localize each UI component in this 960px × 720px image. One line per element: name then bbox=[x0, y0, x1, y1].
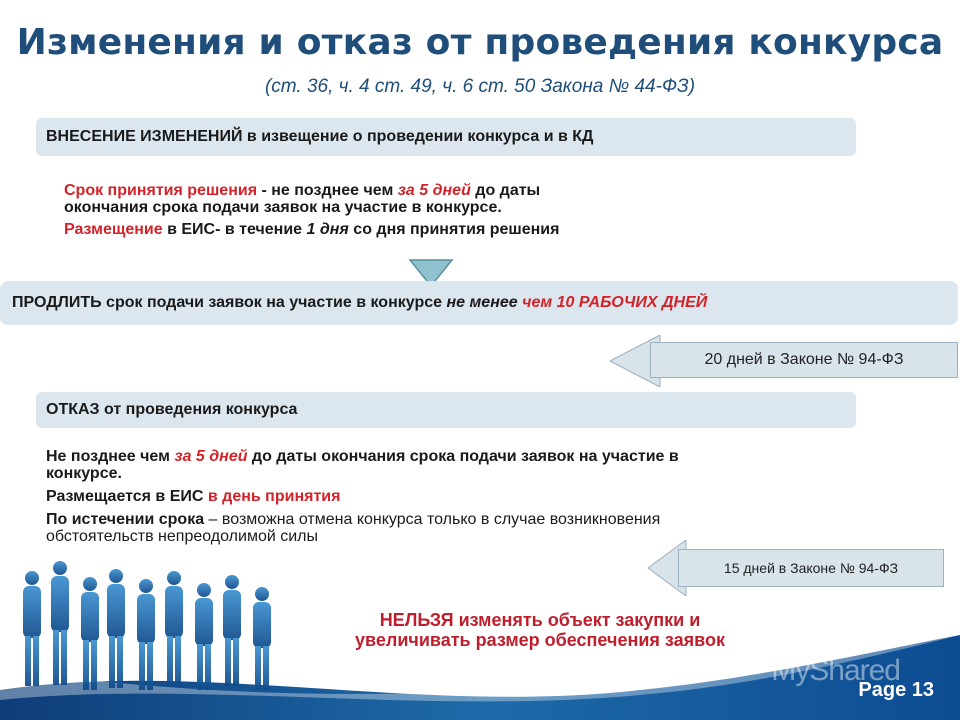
refusal-five-days: за 5 дней bbox=[174, 448, 248, 465]
placement-end: со дня принятия решения bbox=[348, 221, 560, 238]
decision-deadline-line bbox=[64, 182, 764, 199]
slide-title: Изменения и отказ от проведения конкурса bbox=[16, 22, 944, 63]
refusal-expiry-text: – возможна отмена конкурса только в случае возникновения bbox=[204, 511, 661, 528]
refusal-expiry-line bbox=[46, 511, 906, 528]
warning-note bbox=[290, 610, 790, 650]
decision-deadline-end: до даты bbox=[470, 182, 541, 199]
page-number: Page 13 bbox=[858, 679, 934, 701]
placement-text: в ЕИС- в течение bbox=[162, 221, 307, 238]
refusal-deadline-text: Не позднее чем bbox=[46, 448, 175, 465]
changes-header-band bbox=[36, 118, 856, 156]
watermark-logo: MyShared bbox=[771, 654, 900, 687]
callout-94fz-15-days-text: 15 дней в Законе № 94-ФЗ bbox=[723, 560, 899, 576]
warning-note-line2: увеличивать размер обеспечения заявок bbox=[355, 630, 725, 650]
refusal-placement-line bbox=[46, 488, 906, 505]
placement-line bbox=[64, 221, 764, 238]
refusal-header-band bbox=[36, 392, 856, 428]
refusal-deadline-line2: конкурсе. bbox=[46, 465, 122, 482]
extend-min-text: не менее bbox=[446, 294, 523, 311]
extend-band bbox=[0, 281, 958, 325]
warning-note-line1: НЕЛЬЗЯ изменять объект закупки и bbox=[379, 610, 701, 630]
refusal-header-text: ОТКАЗ от проведения конкурса bbox=[46, 401, 298, 418]
refusal-expiry-label: По истечении срока bbox=[46, 511, 205, 528]
changes-header-text: ВНЕСЕНИЕ ИЗМЕНЕНИЙ в извещение о проведении конкурса и в КД bbox=[46, 128, 594, 145]
extend-days-text: чем 10 РАБОЧИХ ДНЕЙ bbox=[522, 294, 708, 311]
refusal-deadline-line bbox=[46, 448, 906, 465]
extend-main-text: срок подачи заявок на участие в конкурсе bbox=[101, 294, 447, 311]
callout-94fz-20-days bbox=[650, 342, 958, 378]
one-day-text: 1 дня bbox=[306, 221, 349, 238]
placement-label: Размещение bbox=[64, 221, 163, 238]
decision-deadline-line2: окончания срока подачи заявок на участие в конкурсе. bbox=[64, 199, 502, 216]
changes-body bbox=[64, 182, 764, 238]
refusal-deadline-end: до даты окончания срока подачи заявок на участие в bbox=[247, 448, 679, 465]
decision-deadline-label: Срок принятия решения bbox=[64, 182, 258, 199]
five-days-text: за 5 дней bbox=[397, 182, 471, 199]
refusal-body bbox=[46, 448, 906, 545]
slide-subtitle: (ст. 36, ч. 4 ст. 49, ч. 6 ст. 50 Закона № 44-ФЗ) bbox=[264, 76, 696, 97]
refusal-expiry-line2: обстоятельств непреодолимой силы bbox=[46, 528, 319, 545]
callout-94fz-20-days-text: 20 дней в Законе № 94-ФЗ bbox=[704, 351, 904, 368]
extend-label: ПРОДЛИТЬ bbox=[12, 294, 102, 311]
extend-text bbox=[12, 294, 707, 312]
refusal-placement-text: Размещается в ЕИС bbox=[46, 488, 208, 505]
refusal-placement-day: в день принятия bbox=[207, 488, 341, 505]
decision-deadline-text: - не позднее чем bbox=[257, 182, 398, 199]
